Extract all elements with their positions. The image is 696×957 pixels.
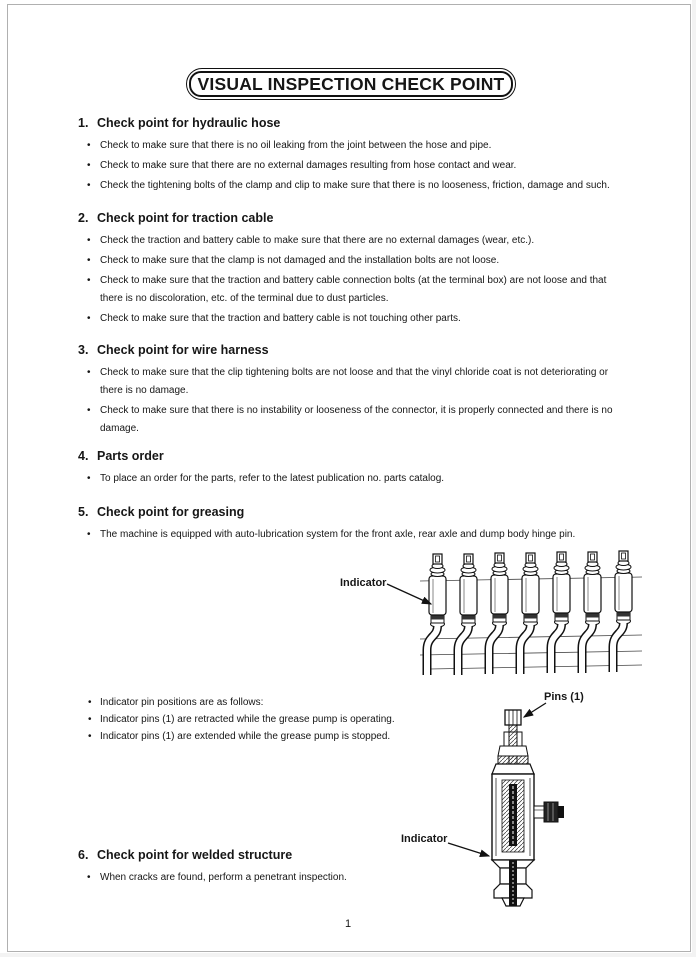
side-nipple [534, 802, 564, 822]
title-banner [186, 68, 516, 100]
section-heading [78, 342, 630, 359]
figure-label-indicator: Indicator [340, 577, 387, 589]
bullet-item: • Check to make sure that there is no oil leaking from the joint between the hose and pipe. [78, 137, 630, 155]
section-welded-structure [78, 847, 630, 889]
section-parts-order [78, 448, 630, 490]
section-bullets [78, 364, 630, 438]
section-heading [78, 847, 630, 864]
section-heading [78, 210, 630, 227]
indicator-pin [505, 710, 521, 725]
section-title: Check point for greasing [97, 505, 245, 519]
section-heading [78, 504, 630, 521]
title-banner-inner [189, 71, 513, 97]
section-bullets [78, 232, 630, 328]
section-bullets [78, 470, 630, 488]
page-title: VISUAL INSPECTION CHECK POINT [197, 73, 505, 94]
bullet-item: • Check the tightening bolts of the clamp and clip to make sure that there is no looseness, friction, damage and such. [78, 177, 630, 195]
grease-injectors [427, 551, 632, 675]
section-wire-harness [78, 342, 630, 440]
section-bullets [78, 869, 478, 887]
note-item: • Indicator pins (1) are extended while the grease pump is stopped. [78, 728, 508, 745]
section-bullets [78, 526, 630, 544]
section-number: 1. [78, 116, 89, 130]
bullet-item: • Check to make sure that the clamp is not damaged and the installation bolts are not loose. [78, 252, 630, 270]
section-greasing [78, 504, 630, 546]
section-bullets [78, 137, 630, 195]
bullet-item: • To place an order for the parts, refer to the latest publication no. parts catalog. [78, 470, 630, 488]
backdrop-bottom [0, 953, 696, 957]
section-number: 4. [78, 449, 89, 463]
grease-manifold-figure [420, 549, 642, 680]
bullet-item: • Check to make sure that the clip tightening bolts are not loose and that the vinyl chloride coat is not deteriorating or there is no damage. [78, 364, 630, 400]
note-item: • Indicator pins (1) are retracted while the grease pump is operating. [78, 711, 508, 728]
bullet-item: • Check to make sure that there is no instability or looseness of the connector, it is properly connected and there is no damage. [78, 402, 630, 438]
bullet-item: • Check to make sure that there are no external damages resulting from hose contact and wear. [78, 157, 630, 175]
section-heading [78, 448, 630, 465]
section-title: Check point for wire harness [97, 343, 269, 357]
bullet-item: • Check the traction and battery cable to make sure that there are no external damages (wear, etc.). [78, 232, 630, 250]
backdrop-right [692, 0, 696, 957]
page-number: 1 [344, 918, 352, 930]
bullet-item: • When cracks are found, perform a penetrant inspection. [78, 869, 478, 887]
section-title: Check point for traction cable [97, 211, 274, 225]
section-number: 2. [78, 211, 89, 225]
section-number: 3. [78, 343, 89, 357]
bullet-item: • Check to make sure that the traction and battery cable connection bolts (at the terminal box) are not loose and that there is no discoloration, etc. of the terminal due to dust particles. [78, 272, 630, 308]
section-heading [78, 115, 630, 132]
section-title: Parts order [97, 449, 164, 463]
note-item: • Indicator pin positions are as follows: [78, 694, 508, 711]
section-hydraulic-hose [78, 115, 630, 197]
section-traction-cable [78, 210, 630, 330]
bullet-item: • Check to make sure that the traction and battery cable is not touching other parts. [78, 310, 630, 328]
figure-label-indicator: Indicator [401, 833, 448, 845]
section-title: Check point for hydraulic hose [97, 116, 281, 130]
bullet-item: • The machine is equipped with auto-lubrication system for the front axle, rear axle and dump body hinge pin. [78, 526, 630, 544]
injector-body [492, 725, 534, 860]
section-number: 5. [78, 505, 89, 519]
figure-label-pins: Pins (1) [544, 691, 584, 703]
section-number: 6. [78, 848, 89, 862]
greasing-notes [78, 694, 508, 745]
section-title: Check point for welded structure [97, 848, 293, 862]
